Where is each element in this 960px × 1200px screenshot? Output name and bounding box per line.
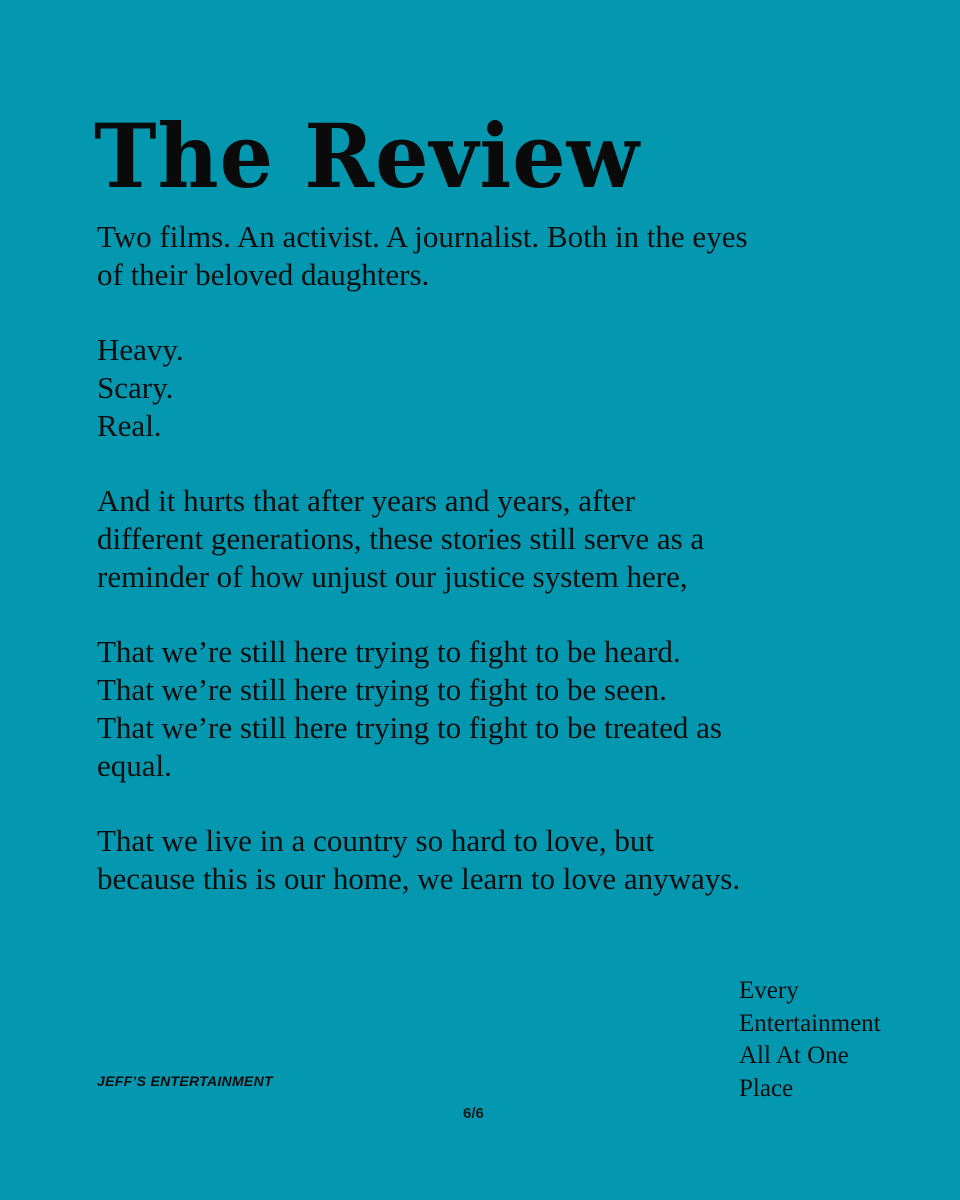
tagline bbox=[739, 975, 881, 1105]
body-line: Two films. An activist. A journalist. Both in the eyes bbox=[97, 219, 748, 254]
body-line: That we live in a country so hard to love, but bbox=[97, 823, 655, 858]
tagline-line: All At One bbox=[739, 1042, 849, 1069]
body-line: Scary. bbox=[97, 370, 174, 405]
tagline-line: Place bbox=[739, 1074, 794, 1102]
body-line: because this is our home, we learn to love anyways. bbox=[97, 861, 741, 896]
paragraph-descriptors bbox=[97, 331, 877, 445]
body-line: And it hurts that after years and years, after bbox=[97, 483, 635, 518]
page-indicator: 6/6 bbox=[463, 1105, 484, 1122]
body-line: Heavy. bbox=[97, 332, 184, 367]
body-line: Real. bbox=[97, 408, 162, 443]
body-line: That we’re still here trying to fight to be heard. bbox=[97, 634, 681, 669]
tagline-line: Entertainment bbox=[739, 1009, 881, 1037]
tagline-line: Every bbox=[739, 977, 799, 1004]
body-line: That we’re still here trying to fight to be seen. bbox=[97, 672, 667, 707]
paragraph-fight bbox=[97, 633, 877, 785]
page-title: The Review bbox=[94, 104, 640, 208]
body-line: of their beloved daughters. bbox=[97, 257, 430, 292]
body-line: reminder of how unjust our justice system here, bbox=[97, 559, 688, 594]
paragraph-closing bbox=[97, 822, 877, 898]
body-line: That we’re still here trying to fight to be treated as bbox=[97, 710, 722, 745]
review-body bbox=[97, 218, 877, 935]
paragraph-reflection bbox=[97, 482, 877, 596]
paragraph-intro bbox=[97, 218, 877, 294]
brand-name: JEFF’S ENTERTAINMENT bbox=[97, 1073, 273, 1089]
body-line: different generations, these stories still serve as a bbox=[97, 521, 705, 556]
body-line: equal. bbox=[97, 748, 172, 783]
